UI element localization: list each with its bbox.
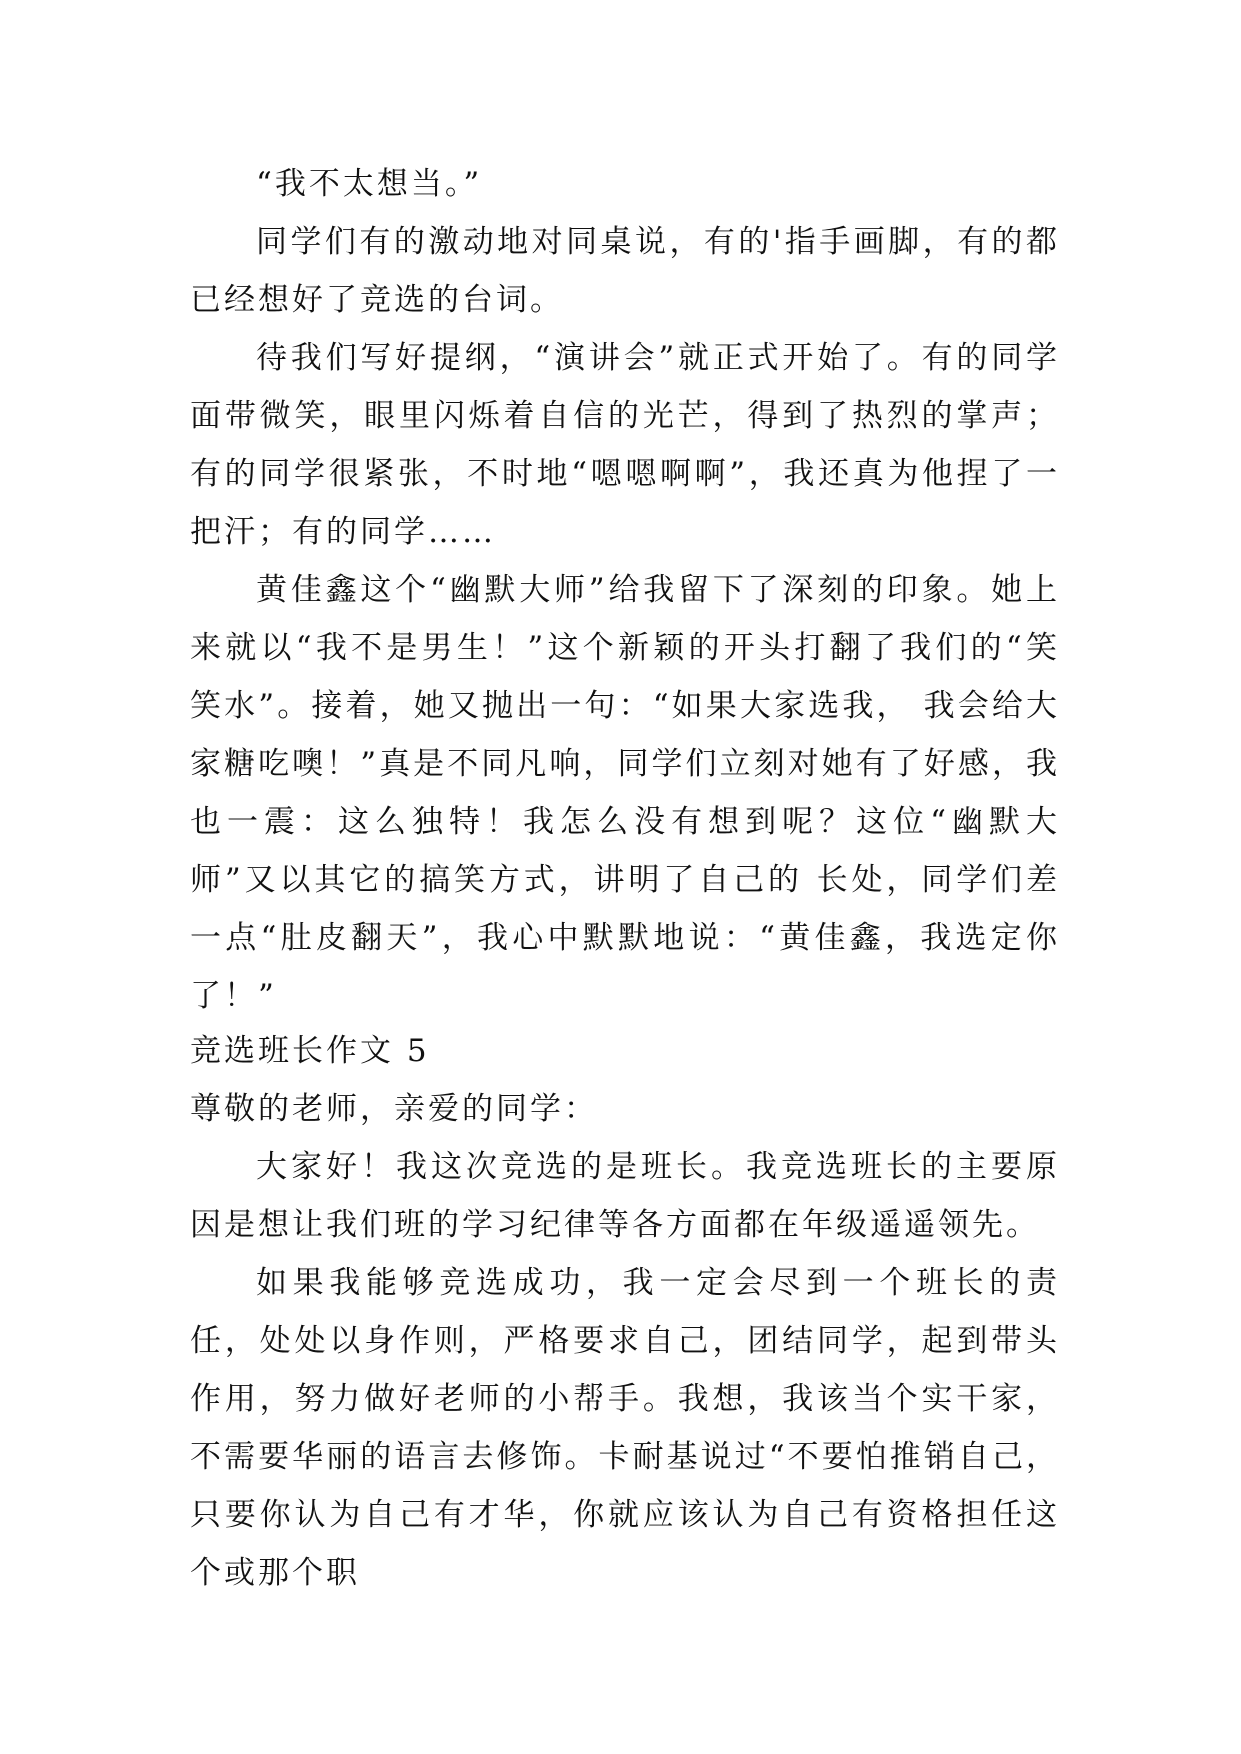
paragraph: 如果我能够竞选成功，我一定会尽到一个班长的责任，处处以身作则，严格要求自己，团结同学，起到带头作用，努力做好老师的小帮手。我想，我该当个实干家，不需要华丽的语言去修饰。卡耐基说过“不要怕推销自己，只要你认为自己有才华，你就应该认为自己有资格担任这个或那个职 — [190, 1265, 1060, 1591]
essay-section-continued — [190, 155, 1060, 1025]
paragraph: 大家好！我这次竞选的是班长。我竞选班长的主要原因是想让我们班的学习纪律等各方面都在年级遥遥领先。 — [190, 1149, 1060, 1243]
paragraph: 同学们有的激动地对同桌说，有的'指手画脚，有的都已经想好了竞选的台词。 — [190, 224, 1060, 318]
essay-section-5 — [190, 1022, 1060, 1602]
essay-title: 竞选班长作文 5 — [190, 1033, 430, 1069]
paragraph: 黄佳鑫这个“幽默大师”给我留下了深刻的印象。她上来就以“我不是男生！”这个新颖的开头打翻了我们的“笑笑水”。接着，她又抛出一句：“如果大家选我， 我会给大家糖吃噢！”真是不同凡响，同学们立刻对她有了好感，我也一震：这么独特！我怎么没有想到呢？这位“幽默大师”又以其它的搞笑方式，讲明了自己的 长处，同学们差一点“肚皮翻天”，我心中默默地说：“黄佳鑫，我选定你了！” — [190, 572, 1060, 1014]
paragraph: 待我们写好提纲，“演讲会”就正式开始了。有的同学面带微笑，眼里闪烁着自信的光芒，得到了热烈的掌声；有的同学很紧张，不时地“嗯嗯啊啊”，我还真为他捏了一把汗；有的同学…… — [190, 340, 1060, 550]
paragraph: “我不太想当。” — [256, 166, 483, 202]
salutation: 尊敬的老师，亲爱的同学： — [190, 1091, 598, 1127]
